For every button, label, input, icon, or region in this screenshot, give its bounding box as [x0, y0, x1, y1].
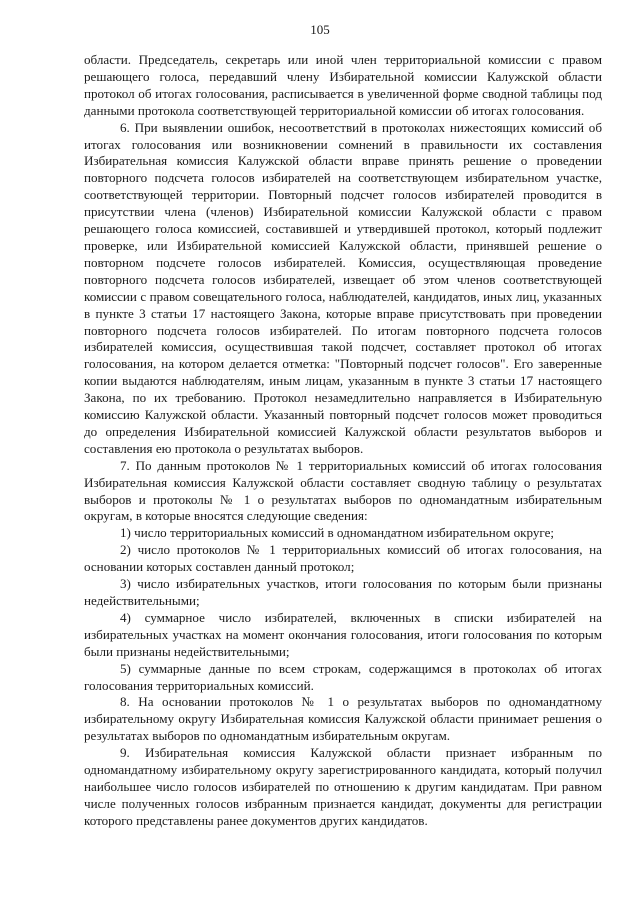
body-text	[84, 52, 602, 830]
paragraph: области. Председатель, секретарь или иной член территориальной комиссии с правом решающего голоса, передавший члену Избирательной комиссии Калужской области протокол об итогах голосования, расписывается в увеличенной форме сводной таблицы под данными протокола соответствующей территориальной комиссии об итогах голосования.	[84, 52, 602, 118]
paragraph: 5) суммарные данные по всем строкам, содержащимся в протоколах об итогах голосования территориальных комиссий.	[84, 660, 602, 693]
paragraph: 9. Избирательная комиссия Калужской области признает избранным по одномандатному избирательному округу зарегистрированного кандидата, который получил наибольшее число голосов избирателей по отношению к другим кандидатам. При равном числе полученных голосов избранным признается кандидат, документы для регистрации которого представлены ранее документов других кандидатов.	[84, 745, 602, 828]
paragraph: 6. При выявлении ошибок, несоответствий в протоколах нижестоящих комиссий об итогах голосования или возникновении сомнений в правильности их составления Избирательная комиссия Калужской области вправе принять решение о проведении повторного подсчета голосов избирателей на соответствующем избирательном участке, соответствующей территории. Повторный подсчет голосов избирателей проводится в присутствии члена (членов) Избирательной комиссии Калужской области с правом решающего голоса комиссией, составившей и утвердившей протокол, который подлежит проверке, или Избирательной комиссией Калужской области, принявшей решение о повторном подсчете голосов избирателей. Комиссия, осуществляющая проведение повторного подсчета голосов избирателей, извещает об этом членов соответствующей комиссии с правом совещательного голоса, наблюдателей, кандидатов, иных лиц, указанных в пункте 3 статьи 17 настоящего Закона, которые вправе присутствовать при проведении повторного подсчета голосов избирателей. По итогам повторного подсчета голосов избирателей комиссия, осуществившая такой подсчет, составляет протокол об итогах голосования, на котором делается отметка: "Повторный подсчет голосов". Его заверенные копии выдаются наблюдателям, иным лицам, указанным в пункте 3 статьи 17 настоящего Закона, по их требованию. Протокол незамедлительно направляется в Избирательную комиссию Калужской области. Указанный повторный подсчет голосов может проводиться до определения Избирательной комиссией Калужской области результатов выборов и составления ею протокола о результатах выборов.	[84, 119, 602, 456]
paragraph: 8. На основании протоколов № 1 о результатах выборов по одномандатному избирательному округу Избирательная комиссия Калужской области принимает решения о результатах выборов по одномандатным избирательным округам.	[84, 694, 602, 744]
paragraph: 1) число территориальных комиссий в одномандатном избирательном округе;	[120, 525, 555, 541]
paragraph: 2) число протоколов № 1 территориальных комиссий об итогах голосования, на основании которых составлен данный протокол;	[84, 542, 602, 575]
page-number: 105	[310, 22, 330, 37]
paragraph: 4) суммарное число избирателей, включенных в списки избирателей на избирательных участках на момент окончания голосования, итоги голосования по которым были признаны недействительными;	[84, 609, 602, 659]
paragraph: 3) число избирательных участков, итоги голосования по которым были признаны недействительными;	[84, 576, 602, 608]
paragraph: 7. По данным протоколов № 1 территориальных комиссий об итогах голосования Избирательная комиссия Калужской области составляет сводную таблицу о результатах выборов и протоколы № 1 о результатах выборов по одномандатным избирательным округам, в которые вносятся следующие сведения:	[84, 457, 602, 524]
